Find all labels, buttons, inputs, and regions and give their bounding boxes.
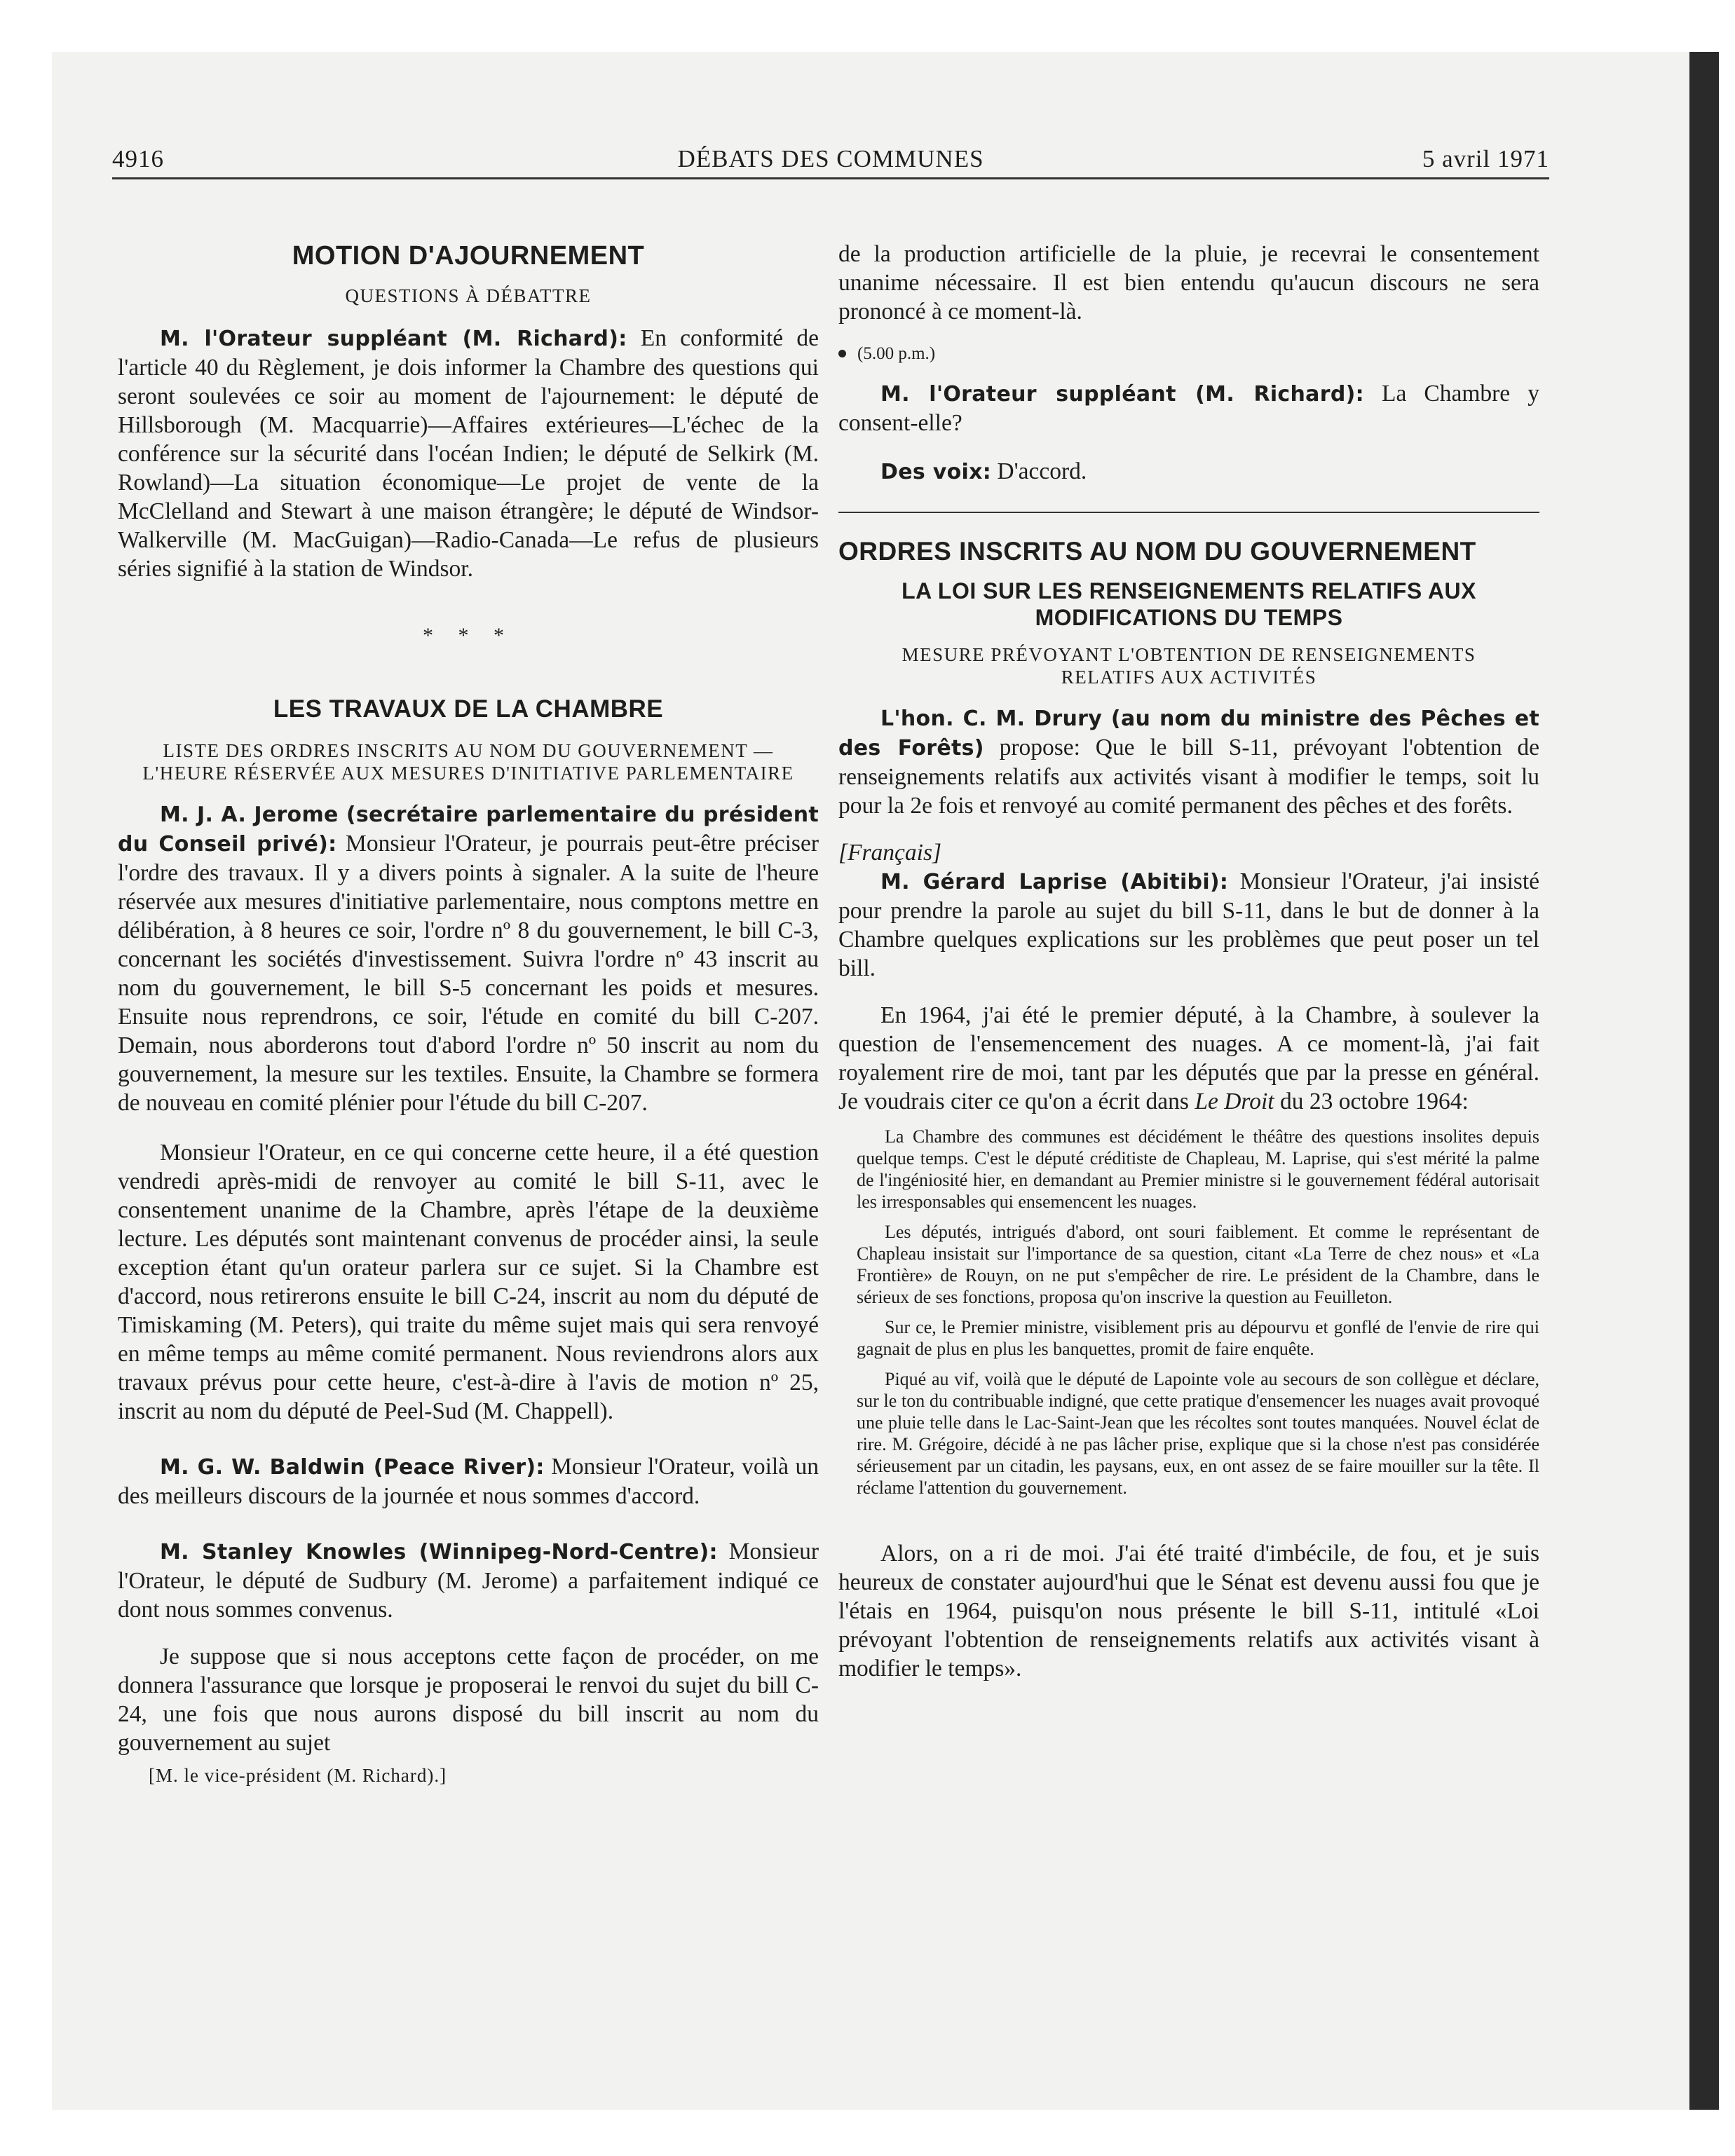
paragraph — [838, 1001, 1539, 1116]
paragraph — [838, 867, 1539, 983]
quote-paragraph: Piqué au vif, voilà que le député de Lapointe vole au secours de son collègue et déclare, sur le ton du contribuable indigné, que cette pratique d'ensemencer les nuages avait provoqué une pluie telle dans le Lac-Saint-Jean que les récoltes sont toutes manquées. Nouvel éclat de rire. M. Grégoire, décidé à ne pas lâcher prise, explique que si la chose n'est pas considérée sérieusement par un citadin, les paysans, eux, en ont assez de se faire mouiller sur la tête. Il réclame l'attention du gouvernement. — [857, 1369, 1539, 1498]
subsection-heading: QUESTIONS À DÉBATTRE — [345, 285, 592, 306]
section-heading: ORDRES INSCRITS AU NOM DU GOUVERNEMENT — [838, 537, 1476, 566]
paragraph: de la production artificielle de la pluie, je recevrai le consentement unanime nécessaire. Il est bien entendu qu'aucun discours ne sera prononcé à ce moment-là. — [838, 241, 1539, 325]
paragraph-text: D'accord. — [991, 458, 1087, 484]
paragraph-text: Monsieur l'Orateur, voilà un des meilleurs discours de la journée et nous sommes d'accord. — [118, 1454, 819, 1509]
page-date: 5 avril 1971 — [1422, 145, 1549, 172]
time-note — [838, 337, 1539, 368]
paragraph-text: La Chambre y consent-elle? — [838, 381, 1539, 436]
paragraph-text: Monsieur l'Orateur, je pourrais peut-être préciser l'ordre des travaux. Il y a divers points à signaler. A la suite de l'heure réservée aux mesures d'initiative parlementaire, nous comptons mettre en délibération, à 8 heures ce soir, l'ordre nº 8 du gouvernement, le bill C-3, concernant les sociétés d'investissement. Suivra l'ordre nº 43 inscrit au nom du gouvernement, le bill S-5 concernant les poids et mesures. Ensuite nous reprendrons, ce soir, l'étude en comité du bill C-207. Demain, nous aborderons tout d'abord l'ordre nº 50 inscrit au nom du gouvernement, la mesure sur les textiles. Ensuite, la Chambre se formera de nouveau en comité plénier pour l'étude du bill C-207. — [118, 831, 819, 1116]
speaker-name: M. G. W. Baldwin (Peace River): — [160, 1455, 545, 1480]
quote-paragraph: La Chambre des communes est décidément le théâtre des questions insolites depuis quelque temps. C'est le député créditiste de Chapleau, M. Laprise, qui s'est mérité la palme de l'ingéniosité hier, en demandant au Premier ministre si le gouvernement fédéral autorisait les irresponsables qui ensemencent les nuages. — [857, 1126, 1539, 1212]
subsection-heading: MESURE PRÉVOYANT L'OBTENTION DE RENSEIGNEMENTS RELATIFS AUX ACTIVITÉS — [901, 644, 1476, 688]
block-quote — [838, 1126, 1539, 1499]
speaker-name: L'hon. C. M. Drury (au nom du ministre des Pêches et des Forêts) — [838, 707, 1539, 760]
paragraph — [838, 457, 1539, 486]
bullet-icon — [838, 350, 846, 357]
paragraph — [118, 1452, 819, 1510]
newspaper-title: Le Droit — [1195, 1089, 1274, 1114]
paragraph: Alors, on a ri de moi. J'ai été traité d'imbécile, de fou, et je suis heureux de constater aujourd'hui que le Sénat est devenu aussi fou que je l'étais en 1964, puisqu'on nous présente le bill S-11, intitulé «Loi prévoyant l'obtention de renseignements relatifs aux activités visant à modifier le temps». — [838, 1541, 1539, 1681]
paragraph — [838, 379, 1539, 437]
subsection-heading: LA LOI SUR LES RENSEIGNEMENTS RELATIFS AUX MODIFICATIONS DU TEMPS — [901, 578, 1476, 630]
paragraph-text: En conformité de l'article 40 du Règlement, je dois informer la Chambre des questions qui seront soulevées ce soir au moment de l'ajournement: le député de Hillsborough (M. Macquarrie)—Affaires extérieures—L'échec de la conférence sur la sécurité dans l'océan Indien; le député de Selkirk (M. Rowland)—La situation économique—Le projet de vente de la McClelland and Stewart à une maison étrangère; le député de Windsor-Walkerville (M. MacGuigan)—Radio-Canada—Le refus de plusieurs séries signifié à la station de Windsor. — [118, 325, 819, 582]
speaker-name: M. l'Orateur suppléant (M. Richard): — [880, 382, 1364, 407]
quote-paragraph: Sur ce, le Premier ministre, visiblement pris au dépourvu et gonflé de l'envie de rire qui gagnait de plus en plus les banquettes, promit de faire enquête. — [857, 1317, 1539, 1359]
section-separator: * * * — [423, 624, 514, 647]
speaker-name: M. Stanley Knowles (Winnipeg-Nord-Centre): — [160, 1540, 718, 1564]
page-header — [112, 144, 1549, 179]
publication-title: DÉBATS DES COMMUNES — [677, 145, 984, 172]
right-column — [838, 240, 1539, 1683]
language-marker: [Français] — [838, 840, 942, 866]
time-stamp: (5.00 p.m.) — [857, 344, 936, 363]
section-heading: MOTION D'AJOURNEMENT — [292, 241, 645, 271]
page-number: 4916 — [112, 145, 164, 172]
paragraph: Je suppose que si nous acceptons cette façon de procéder, on me donnera l'assurance que lorsque je proposerai le renvoi du sujet du bill C-24, une fois que nous aurons disposé du bill inscrit au nom du gouvernement au sujet — [118, 1644, 819, 1756]
speaker-name: M. J. A. Jerome (secrétaire parlementaire du président du Conseil privé): — [118, 803, 819, 857]
paragraph — [118, 324, 819, 583]
paragraph: Monsieur l'Orateur, en ce qui concerne cette heure, il a été question vendredi après-midi de renvoyer au comité le bill S-11, avec le consentement unanime de la Chambre, après l'étape de la deuxième lecture. Les députés sont maintenant convenus de procéder ainsi, la seule exception étant qu'un orateur parlera sur ce sujet. Si la Chambre est d'accord, nous retirerons ensuite le bill C-24, inscrit au nom du député de Timiskaming (M. Peters), qui traite du même sujet mais qui sera renvoyé en même temps au même comité permanent. Nous reviendrons alors aux travaux prévus pour cette heure, c'est-à-dire à l'avis de motion nº 25, inscrit au nom du député de Peel-Sud (M. Chappell). — [118, 1140, 819, 1424]
subsection-heading: LISTE DES ORDRES INSCRITS AU NOM DU GOUVERNEMENT —L'HEURE RÉSERVÉE AUX MESURES D'INITIATIVE PARLEMENTAIRE — [142, 740, 794, 784]
speaker-note: [M. le vice-président (M. Richard).] — [149, 1765, 447, 1786]
paragraph-text: Monsieur l'Orateur, j'ai insisté pour prendre la parole au sujet du bill S-11, dans le but de donner à la Chambre quelques explications sur les problèmes que peut poser un tel bill. — [838, 868, 1540, 981]
left-column — [118, 240, 819, 1790]
paragraph-text: En 1964, j'ai été le premier député, à la Chambre, à soulever la question de l'ensemencement des nuages. A ce moment-là, j'ai fait royalement rire de moi, tant par les députés que par la presse en général. Je voudrais citer ce qu'on a écrit dans — [838, 1002, 1539, 1114]
paragraph-text: Monsieur l'Orateur, le député de Sudbury (M. Jerome) a parfaitement indiqué ce dont nous sommes convenus. — [118, 1538, 819, 1623]
paragraph-text: propose: Que le bill S-11, prévoyant l'obtention de renseignements relatifs aux activités visant à modifier le temps, soit lu pour la 2e fois et renvoyé au comité permanent des pêches et des forêts. — [838, 735, 1539, 819]
speaker-name: M. Gérard Laprise (Abitibi): — [880, 870, 1229, 894]
speaker-name: Des voix: — [880, 460, 992, 484]
paragraph — [118, 1537, 819, 1624]
section-heading: LES TRAVAUX DE LA CHAMBRE — [273, 695, 664, 723]
speaker-name: M. l'Orateur suppléant (M. Richard): — [160, 327, 627, 351]
paragraph — [118, 800, 819, 1117]
paragraph — [838, 704, 1539, 820]
quote-paragraph: Les députés, intrigués d'abord, ont souri faiblement. Et comme le représentant de Chapleau insistait sur l'importance de sa question, citant «La Terre de chez nous» et «La Frontière» de Rouyn, on ne put s'empêcher de rire. Le président de la Chambre, dans le sérieux de ses fonctions, proposa qu'on inscrive la question au Feuilleton. — [857, 1222, 1539, 1307]
horizontal-rule — [838, 512, 1539, 513]
paragraph-text: du 23 octobre 1964: — [1274, 1089, 1469, 1114]
scan-edge — [1689, 52, 1719, 2110]
